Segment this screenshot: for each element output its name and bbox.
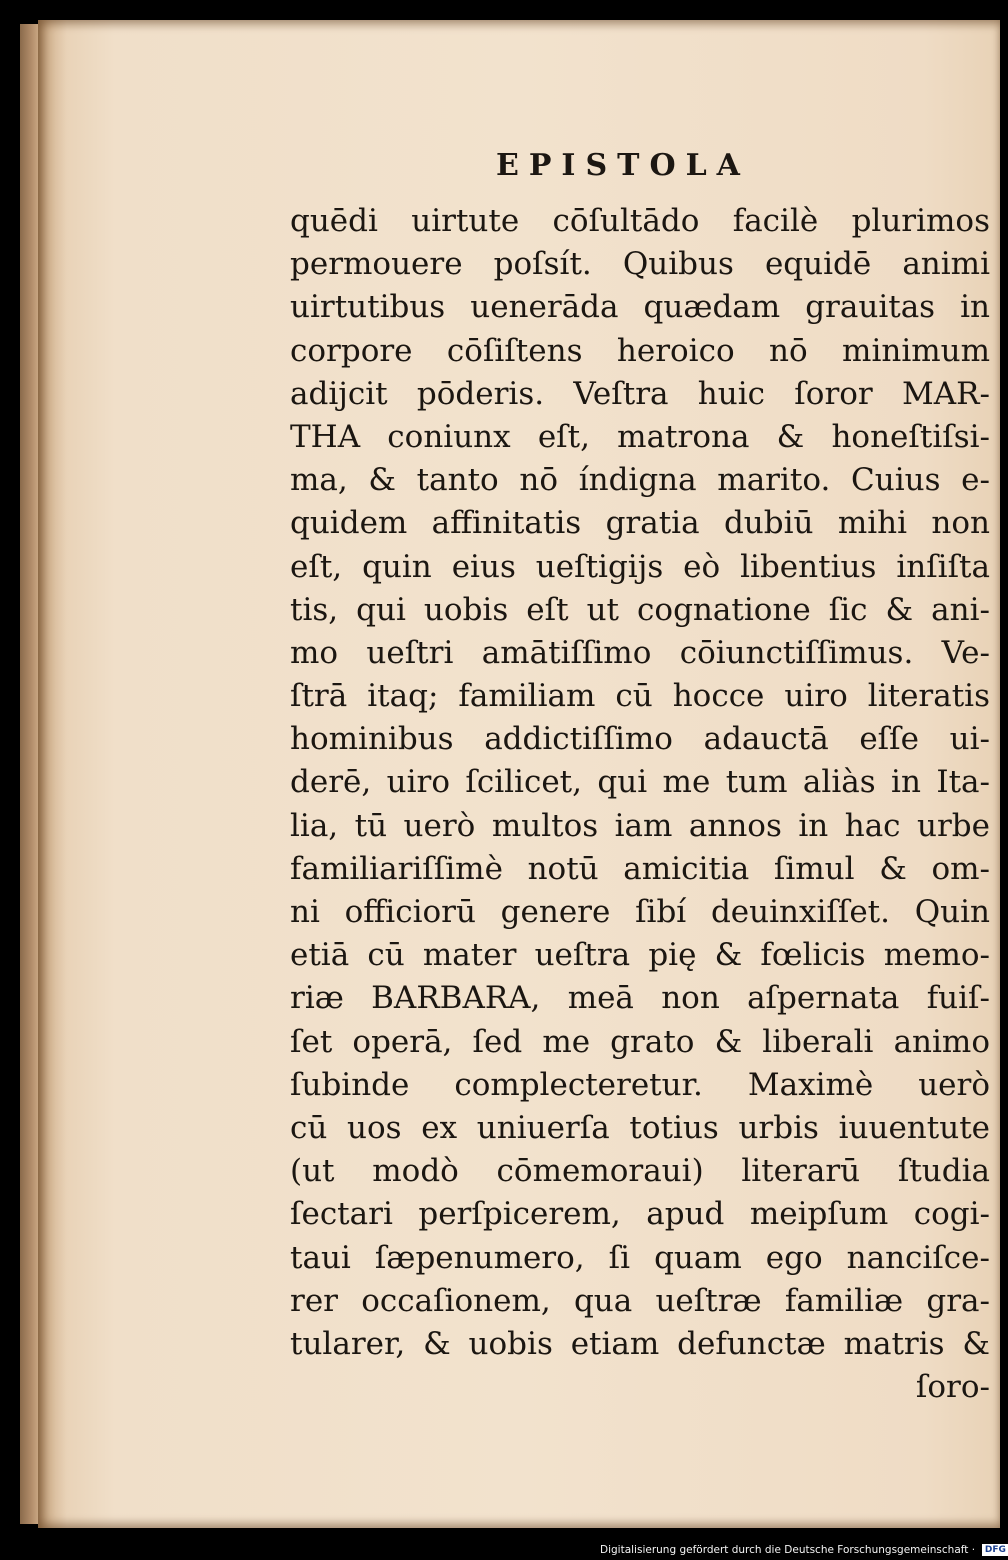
text-line: THA coniunx eſt, matrona & honeſtiſsi- [290,418,990,455]
text-line: ſubinde complecteretur. Maximè uerò [290,1066,990,1103]
digitization-credit: Digitalisierung gefördert durch die Deutsche Forschungsgemeinschaft · DFG [600,1540,1000,1560]
dfg-logo-icon: DFG [982,1544,1008,1556]
text-line: eſt, quin eius ueſtigijs eò libentius inſiſta [290,548,990,585]
text-line: quēdi uirtute cōſultādo facilè plurimos [290,203,990,239]
text-line: ſtrā itaq; familiam cū hocce uiro literatis [290,678,990,715]
text-line: ni officiorū genere ſibí deuinxiſſet. Quin [290,894,990,930]
text-line: tularer, & uobis etiam defunctæ matris & [290,1325,990,1362]
credit-text: Digitalisierung gefördert durch die Deutsche Forschungsgemeinschaft [600,1544,969,1556]
text-line: ma, & tanto nō índigna marito. Cuius e- [290,462,990,499]
text-line: taui ſæpenumero, ſi quam ego nanciſce- [290,1239,990,1276]
text-line: cū uos ex uniuerſa totius urbis iuuentute [290,1109,990,1146]
text-line: riæ BARBARA, meā non aſpernata fuiſ- [290,980,990,1017]
catchword: ſoro- [915,1369,990,1406]
text-line: mo ueſtri amātiſſimo cōiunctiſſimus. Ve- [290,634,990,671]
text-line: familiariſſimè notū amicitia ſimul & om- [290,850,990,887]
text-line: derē, uiro ſcilicet, qui me tum aliàs in Ita- [290,764,990,801]
text-line: rer occaſionem, qua ueſtræ familiæ gra- [290,1282,990,1319]
text-line: (ut modò cōmemoraui) literarū ſtudia [290,1153,990,1190]
text-line: uirtutibus uenerāda quædam grauitas in [290,289,990,326]
text-block [290,200,990,1409]
page-edge [20,24,40,1524]
text-line: ſectari perſpicerem, apud meipſum cogi- [290,1196,990,1233]
text-line: tis, qui uobis eſt ut cognatione ſic & ani- [290,591,990,628]
text-line: quidem affinitatis gratia dubiū mihi non [290,505,990,542]
text-line: permouere poſsít. Quibus equidē animi [290,246,990,283]
text-line: lia, tū uerò multos iam annos in hac urbe [290,807,990,844]
text-line: etiā cū mater ueſtra pię & fœlicis memo- [290,937,990,974]
text-line: corpore cōſiſtens heroico nō minimum [290,332,990,369]
text-line: ſet operā, ſed me grato & liberali animo [290,1023,990,1060]
text-line: adijcit pōderis. Veſtra huic ſoror MAR- [290,375,990,412]
book-page [38,20,1000,1528]
running-head: EPISTOLA [496,148,750,183]
text-line: hominibus addictiſſimo adauctā eſſe ui- [290,721,990,758]
